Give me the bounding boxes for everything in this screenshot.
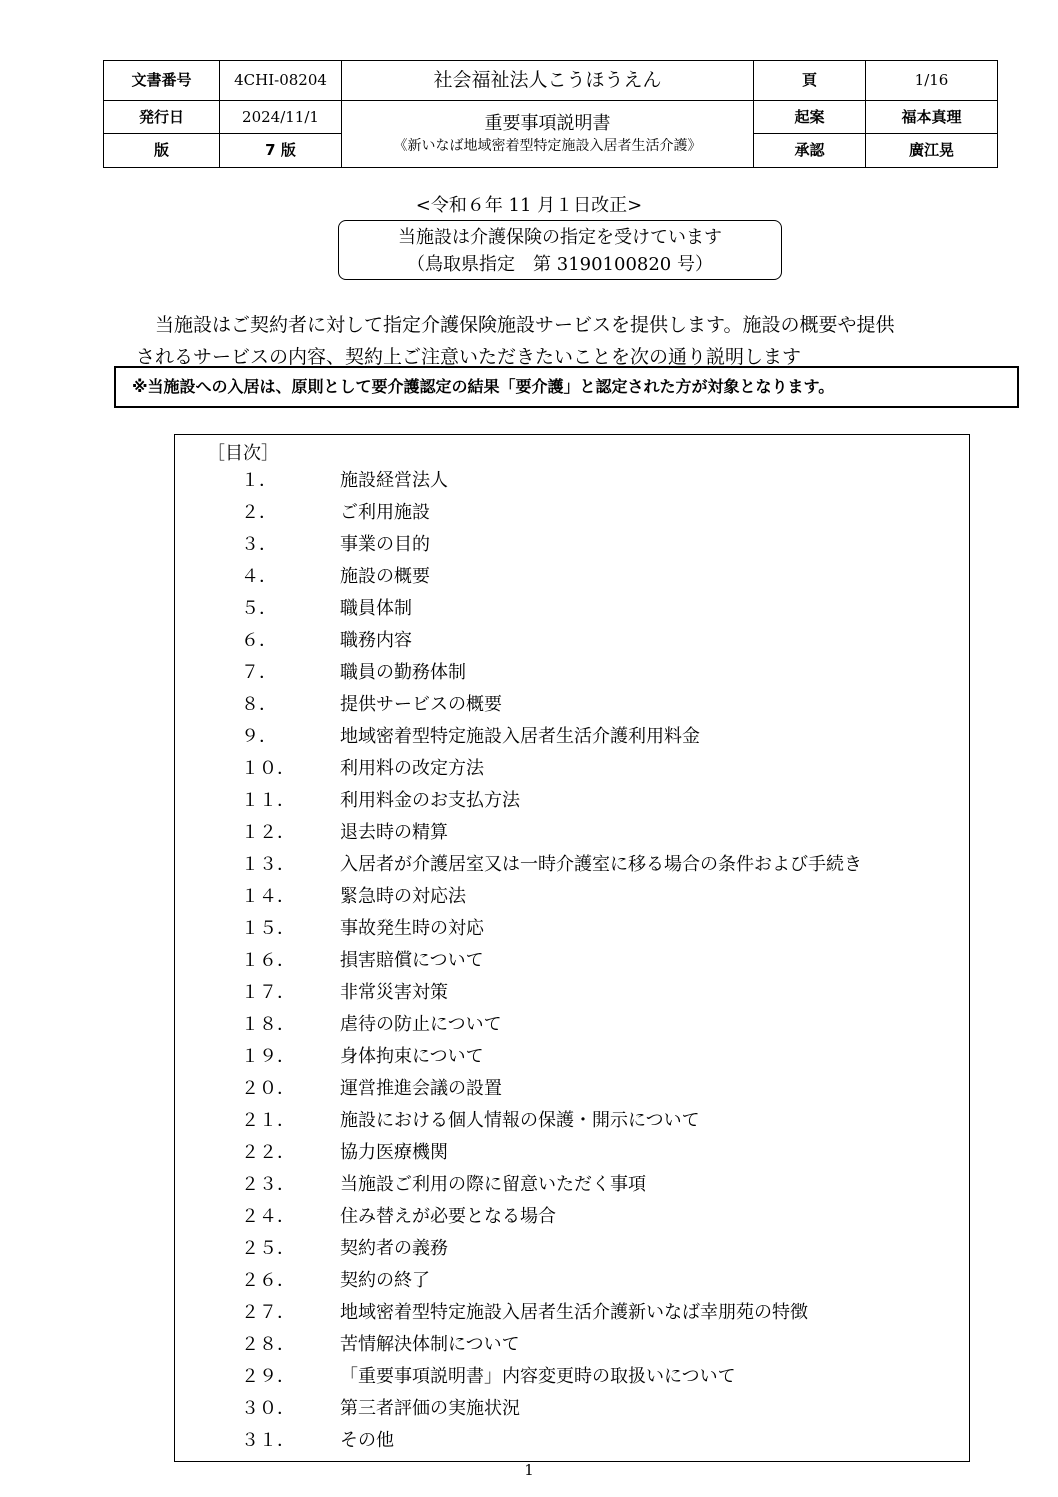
toc-item-number: ２８． bbox=[241, 1334, 295, 1355]
approval-value: 廣江晃 bbox=[866, 134, 998, 168]
toc-item bbox=[175, 689, 969, 721]
toc-item-text: 地域密着型特定施設入居者生活介護新いなば幸朋苑の特徴 bbox=[340, 1302, 808, 1323]
document-title: 重要事項説明書 bbox=[484, 113, 611, 134]
designation-line-2: （鳥取県指定 第 3190100820 号） bbox=[407, 254, 713, 275]
toc-item-text: 利用料金のお支払方法 bbox=[340, 790, 520, 811]
toc-item-text: 地域密着型特定施設入居者生活介護利用料金 bbox=[340, 726, 700, 747]
toc-item bbox=[175, 1361, 969, 1393]
toc-item-text: ご利用施設 bbox=[340, 502, 430, 523]
toc-item-number: ２１． bbox=[241, 1110, 295, 1131]
toc-item bbox=[175, 593, 969, 625]
toc-item bbox=[175, 1105, 969, 1137]
toc-item-text: 利用料の改定方法 bbox=[340, 758, 484, 779]
toc-item-text: 契約の終了 bbox=[340, 1270, 430, 1291]
toc-item bbox=[175, 753, 969, 785]
toc-item-text: 施設経営法人 bbox=[340, 470, 448, 491]
intro-line-1: 当施設はご契約者に対して指定介護保険施設サービスを提供します。施設の概要や提供 bbox=[155, 314, 895, 336]
toc-item-number: ２９． bbox=[241, 1366, 295, 1387]
toc-item-number: ３０． bbox=[241, 1398, 295, 1419]
toc-item bbox=[175, 913, 969, 945]
toc-item bbox=[175, 817, 969, 849]
toc-item-text: 損害賠償について bbox=[340, 950, 484, 971]
toc-item-number: １５． bbox=[241, 918, 295, 939]
toc-item-text: 第三者評価の実施状況 bbox=[340, 1398, 520, 1419]
intro-paragraph bbox=[136, 309, 996, 373]
toc-item-number: ６． bbox=[241, 630, 277, 651]
toc-item bbox=[175, 1329, 969, 1361]
toc-item-number: ２０． bbox=[241, 1078, 295, 1099]
toc-item-number: ３１． bbox=[241, 1430, 295, 1451]
toc-item-text: 協力医療機関 bbox=[340, 1142, 448, 1163]
toc-item-number: １７． bbox=[241, 982, 295, 1003]
toc-item bbox=[175, 497, 969, 529]
toc-item bbox=[175, 1393, 969, 1425]
toc-item bbox=[175, 625, 969, 657]
toc-item-number: ２２． bbox=[241, 1142, 295, 1163]
intro-line-2: されるサービスの内容、契約上ご注意いただきたいことを次の通り説明します bbox=[136, 346, 802, 368]
toc-heading: ［目次］ bbox=[207, 443, 279, 464]
edition-label: 版 bbox=[104, 134, 220, 168]
toc-item-number: １２． bbox=[241, 822, 295, 843]
designation-line-1: 当施設は介護保険の指定を受けています bbox=[398, 227, 722, 248]
toc-item-number: ７． bbox=[241, 662, 277, 683]
toc-item-number: １１． bbox=[241, 790, 295, 811]
designation-box bbox=[338, 220, 782, 280]
issue-date-label: 発行日 bbox=[104, 101, 220, 134]
toc-item-number: １０． bbox=[241, 758, 295, 779]
page-label: 頁 bbox=[754, 61, 866, 101]
toc-item-number: ８． bbox=[241, 694, 277, 715]
toc-item bbox=[175, 785, 969, 817]
toc-item bbox=[175, 1201, 969, 1233]
toc-item-number: ２６． bbox=[241, 1270, 295, 1291]
toc-item-text: 入居者が介護居室又は一時介護室に移る場合の条件および手続き bbox=[340, 854, 862, 875]
toc-item-number: ２３． bbox=[241, 1174, 295, 1195]
toc-item-text: 施設における個人情報の保護・開示について bbox=[340, 1110, 700, 1131]
toc-item-text: 施設の概要 bbox=[340, 566, 430, 587]
table-of-contents bbox=[174, 434, 970, 1462]
revision-note: <令和６年 11 月１日改正> bbox=[415, 195, 643, 216]
toc-item-text: その他 bbox=[340, 1430, 394, 1451]
toc-item-text: 契約者の義務 bbox=[340, 1238, 448, 1259]
edition-value: 7 版 bbox=[220, 134, 342, 168]
toc-item-text: 身体拘束について bbox=[340, 1046, 484, 1067]
organization-name: 社会福祉法人こうほうえん bbox=[342, 61, 754, 101]
doc-number-label: 文書番号 bbox=[104, 61, 220, 101]
toc-item-number: １３． bbox=[241, 854, 295, 875]
toc-item-number: ２７． bbox=[241, 1302, 295, 1323]
document-control-table bbox=[103, 60, 998, 168]
toc-item-number: １８． bbox=[241, 1014, 295, 1035]
page-number: 1 bbox=[524, 1461, 534, 1479]
toc-item bbox=[175, 1265, 969, 1297]
toc-item bbox=[175, 657, 969, 689]
toc-item-number: ２５． bbox=[241, 1238, 295, 1259]
toc-item bbox=[175, 945, 969, 977]
toc-item-number: ９． bbox=[241, 726, 277, 747]
toc-item-number: ３． bbox=[241, 534, 277, 555]
doc-number-value: 4CHI-08204 bbox=[220, 61, 342, 101]
toc-item-number: １． bbox=[241, 470, 277, 491]
toc-item-number: ２４． bbox=[241, 1206, 295, 1227]
toc-item bbox=[175, 1297, 969, 1329]
toc-item bbox=[175, 1137, 969, 1169]
toc-item-text: 運営推進会議の設置 bbox=[340, 1078, 502, 1099]
toc-item bbox=[175, 561, 969, 593]
toc-item-text: 退去時の精算 bbox=[340, 822, 448, 843]
toc-item-number: ５． bbox=[241, 598, 277, 619]
document-subtitle: 《新いなば地域密着型特定施設入居者生活介護》 bbox=[393, 137, 702, 154]
toc-item-number: １９． bbox=[241, 1046, 295, 1067]
toc-item-text: 虐待の防止について bbox=[340, 1014, 502, 1035]
toc-item bbox=[175, 1073, 969, 1105]
toc-item-text: 職務内容 bbox=[340, 630, 412, 651]
toc-item-number: ２． bbox=[241, 502, 277, 523]
toc-item bbox=[175, 849, 969, 881]
eligibility-notice: ※当施設への入居は、原則として要介護認定の結果「要介護」と認定された方が対象となります。 bbox=[114, 366, 1019, 408]
toc-item bbox=[175, 529, 969, 561]
toc-item-text: 「重要事項説明書」内容変更時の取扱いについて bbox=[340, 1366, 736, 1387]
drafter-value: 福本真理 bbox=[866, 101, 998, 134]
toc-item-text: 住み替えが必要となる場合 bbox=[340, 1206, 556, 1227]
toc-item bbox=[175, 977, 969, 1009]
toc-item bbox=[175, 881, 969, 913]
toc-item-text: 職員の勤務体制 bbox=[340, 662, 466, 683]
toc-item bbox=[175, 1425, 969, 1457]
toc-item-text: 提供サービスの概要 bbox=[340, 694, 502, 715]
approval-label: 承認 bbox=[754, 134, 866, 168]
toc-item bbox=[175, 465, 969, 497]
toc-item-text: 非常災害対策 bbox=[340, 982, 448, 1003]
toc-item-text: 事業の目的 bbox=[340, 534, 430, 555]
page-value: 1/16 bbox=[866, 61, 998, 101]
toc-item-number: １４． bbox=[241, 886, 295, 907]
toc-item bbox=[175, 1169, 969, 1201]
document-title-cell bbox=[342, 101, 754, 168]
toc-item-text: 当施設ご利用の際に留意いただく事項 bbox=[340, 1174, 646, 1195]
toc-item-number: ４． bbox=[241, 566, 277, 587]
toc-item-text: 緊急時の対応法 bbox=[340, 886, 466, 907]
toc-list bbox=[175, 465, 969, 1457]
toc-item bbox=[175, 721, 969, 753]
toc-item bbox=[175, 1009, 969, 1041]
toc-item bbox=[175, 1041, 969, 1073]
toc-item bbox=[175, 1233, 969, 1265]
toc-item-text: 苦情解決体制について bbox=[340, 1334, 520, 1355]
drafter-label: 起案 bbox=[754, 101, 866, 134]
issue-date-value: 2024/11/1 bbox=[220, 101, 342, 134]
toc-item-text: 事故発生時の対応 bbox=[340, 918, 484, 939]
toc-item-number: １６． bbox=[241, 950, 295, 971]
toc-item-text: 職員体制 bbox=[340, 598, 412, 619]
